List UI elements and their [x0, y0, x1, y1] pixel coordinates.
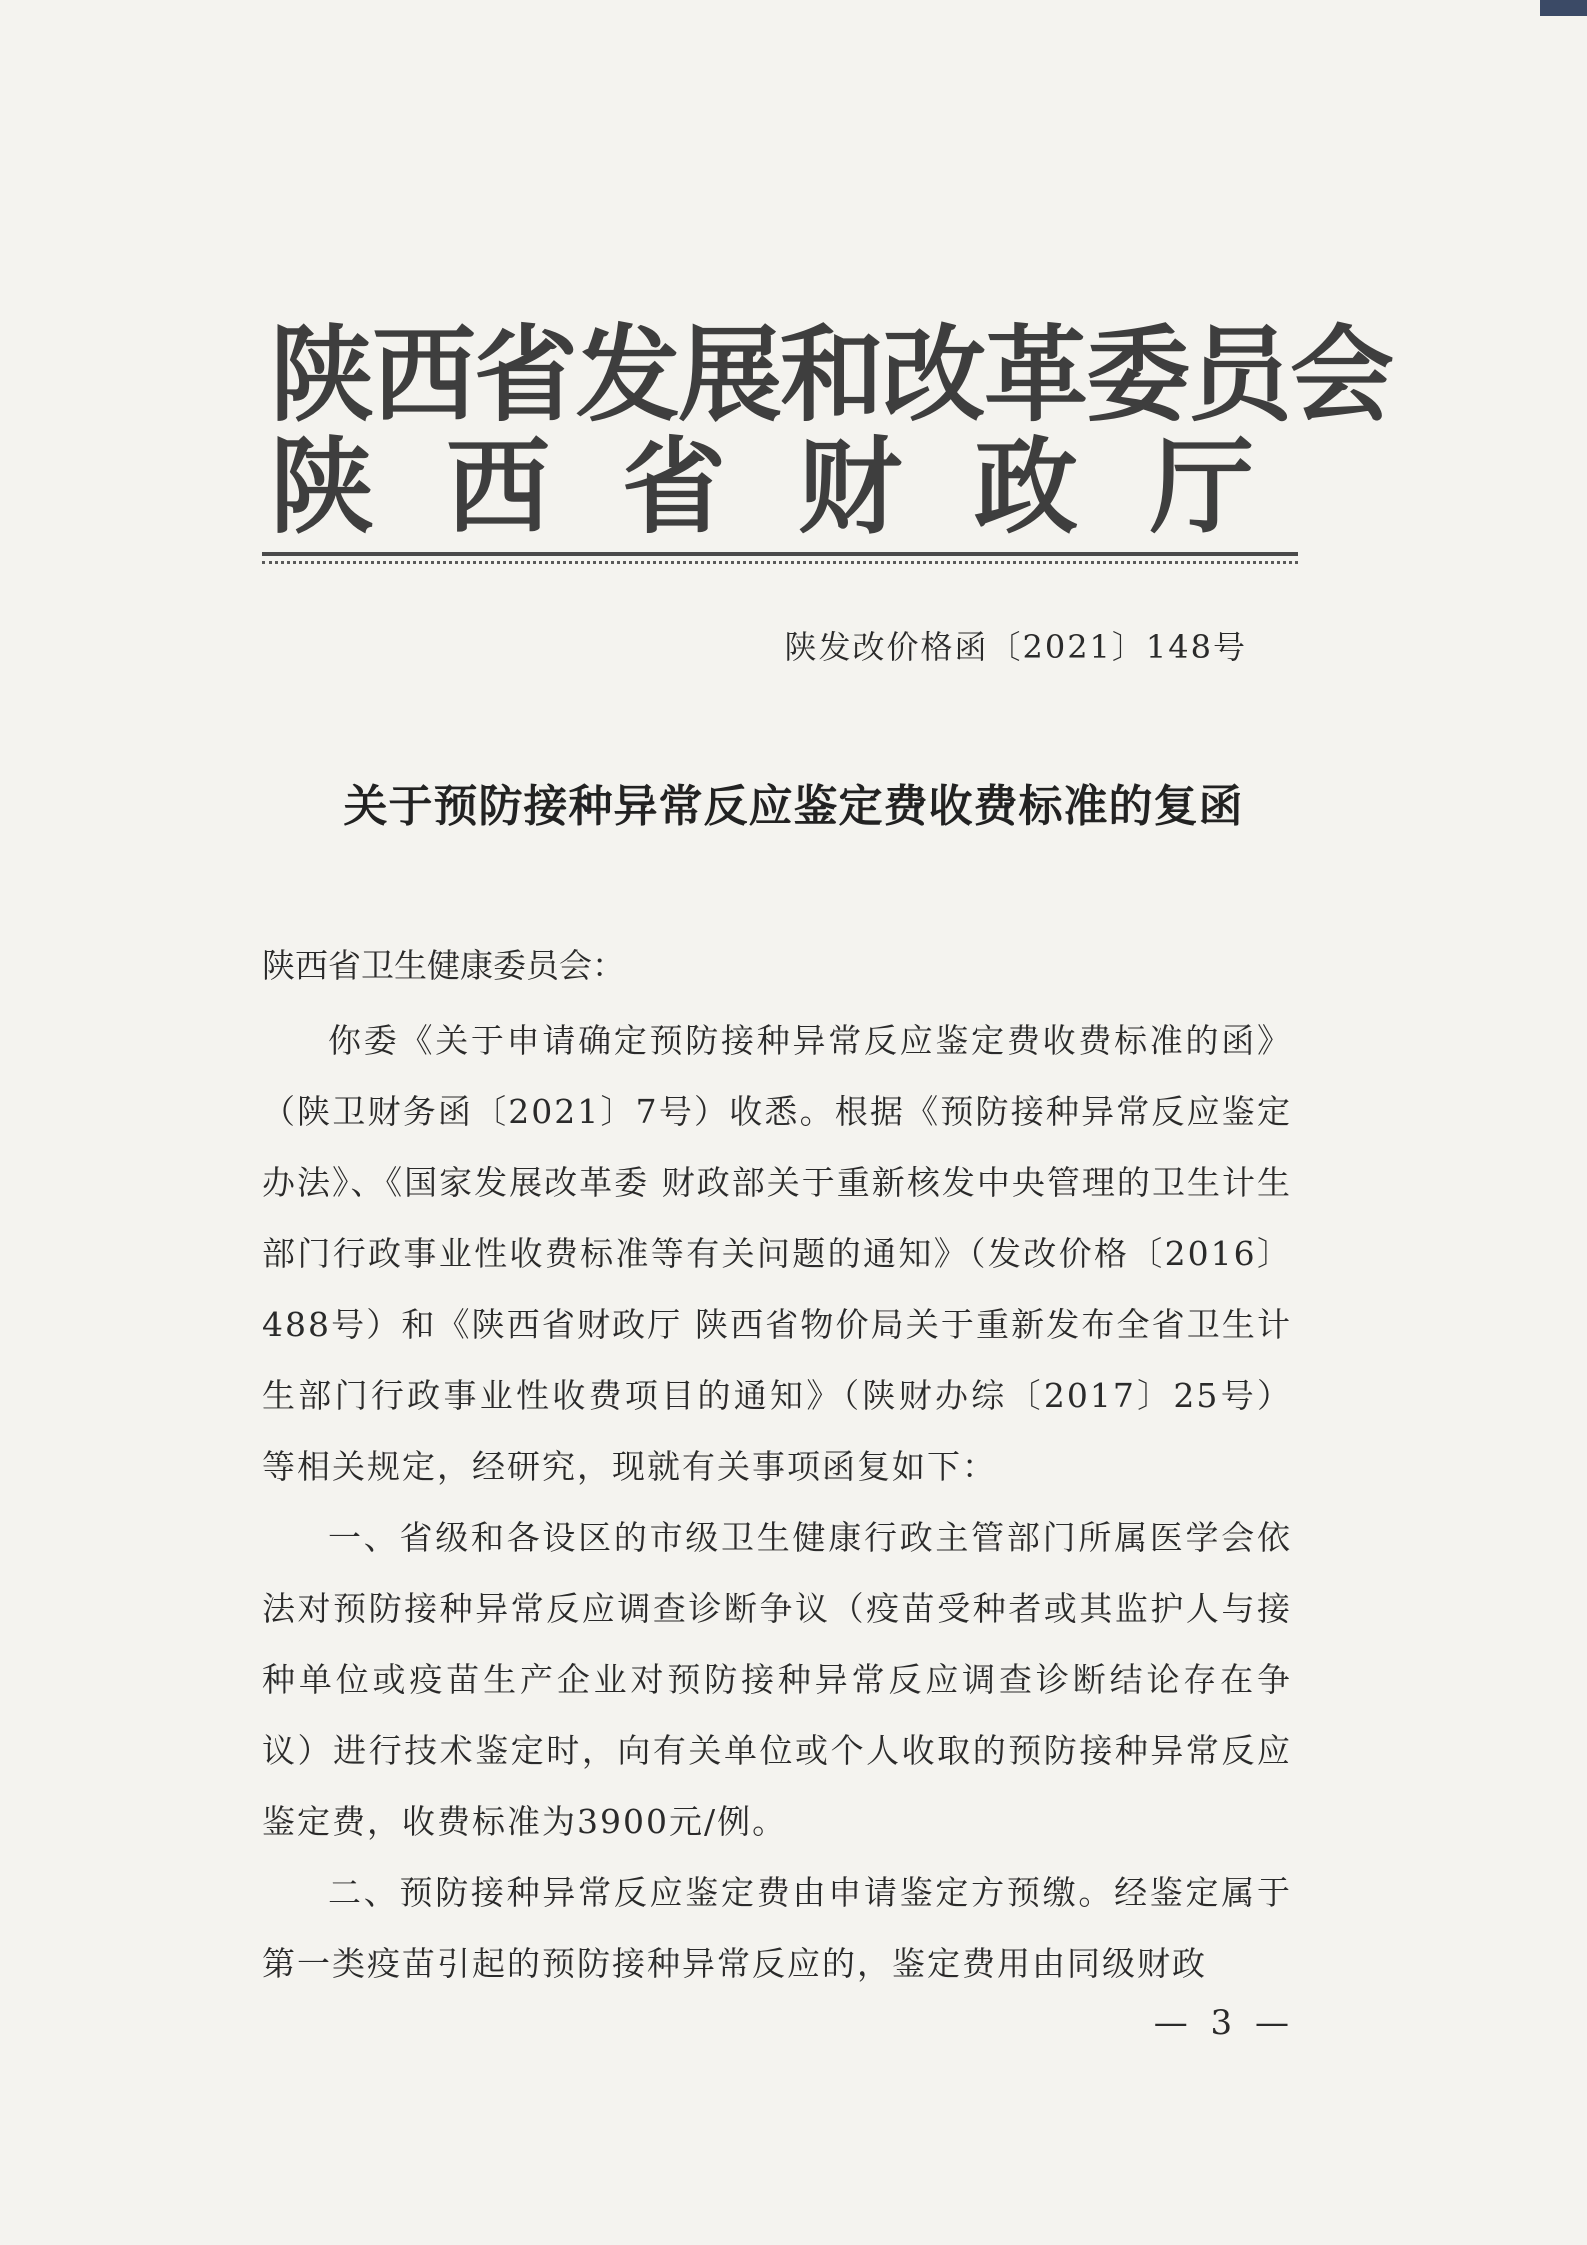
salutation: 陕西省卫生健康委员会：: [262, 946, 625, 985]
issuer-header-line-1: 陕西省发展和改革委员会: [270, 314, 1393, 436]
header-divider: [262, 552, 1298, 564]
paragraph: 你委《关于申请确定预防接种异常反应鉴定费收费标准的函》（陕卫财务函〔2021〕7号）收悉。根据《预防接种异常反应鉴定办法》、《国家发展改革委 财政部关于重新核发中央管理的卫生计生部门行政事业性收费标准等有关问题的通知》（发改价格〔2016〕488号）和《陕西省财政厅 陕西省物价局关于重新发布全省卫生计生部门行政事业性收费项目的通知》（陕财办综〔2017〕25号）等相关规定，经研究，现就有关事项函复如下：: [262, 1021, 1292, 1486]
paragraph: 一、省级和各设区的市级卫生健康行政主管部门所属医学会依法对预防接种异常反应调查诊断争议（疫苗受种者或其监护人与接种单位或疫苗生产企业对预防接种异常反应调查诊断结论存在争议）进行技术鉴定时，向有关单位或个人收取的预防接种异常反应鉴定费，收费标准为3900元/例。: [262, 1518, 1292, 1841]
issuer-header-line-2: 陕西省财政厅: [270, 426, 1327, 548]
document-title: 关于预防接种异常反应鉴定费收费标准的复函: [343, 781, 1244, 832]
body-text: [262, 1005, 1292, 1999]
document-number: 陕发改价格函〔2021〕148号: [784, 628, 1247, 666]
page-number: — 3 —: [1153, 2003, 1295, 2043]
paragraph: 二、预防接种异常反应鉴定费由申请鉴定方预缴。经鉴定属于第一类疫苗引起的预防接种异常反应的，鉴定费用由同级财政: [262, 1873, 1292, 1983]
corner-mark: [1540, 0, 1587, 16]
